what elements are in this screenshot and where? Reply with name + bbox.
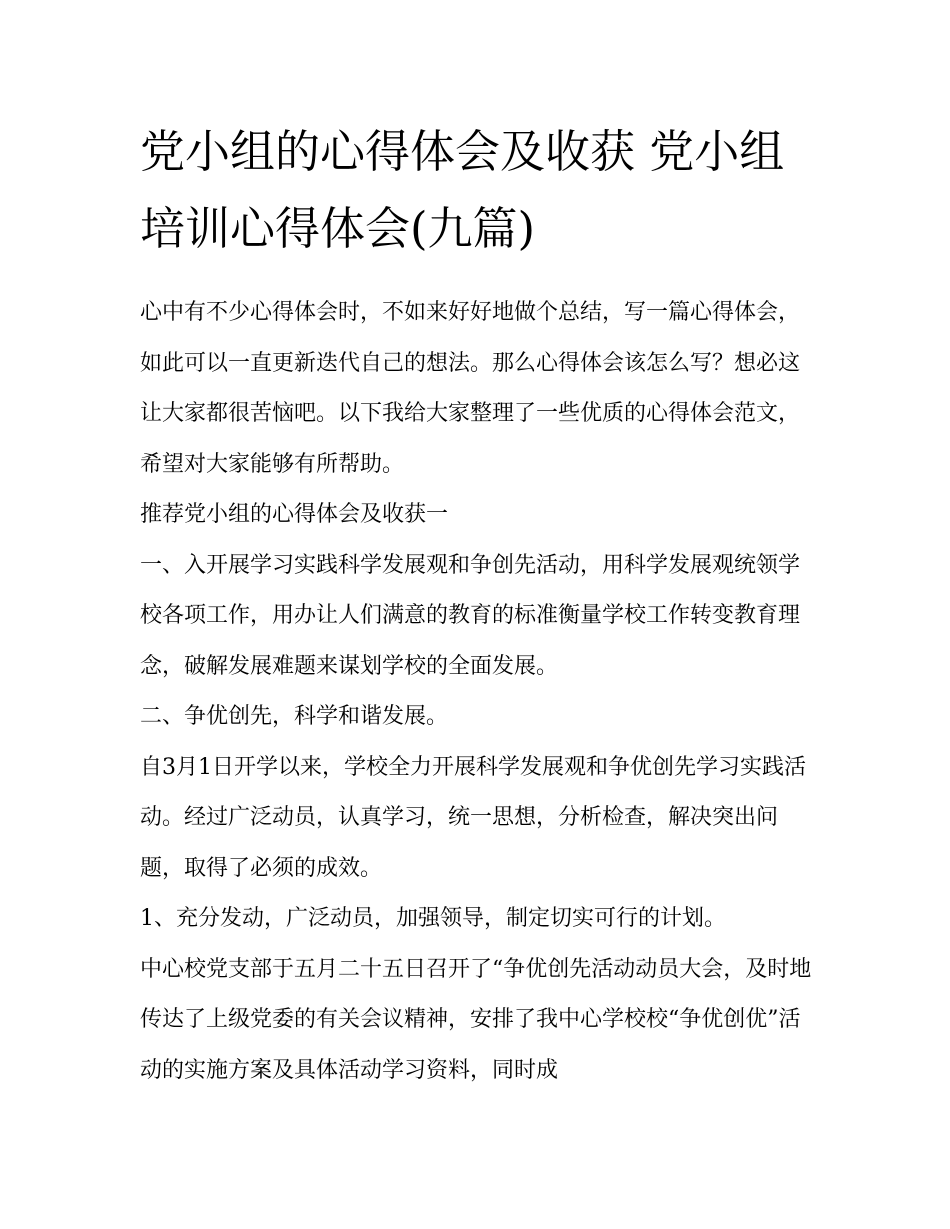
paragraph-progress: 自3月1日开学以来，学校全力开展科学发展观和争优创先学习实践活动。经过广泛动员，认真学习，统一思想，分析检查，解决突出问题，取得了必须的成效。 — [140, 754, 806, 881]
document-page — [140, 0, 820, 1096]
paragraph-item-one: 1、充分发动，广泛动员，加强领导，制定切实可行的计划。 — [140, 906, 726, 931]
paragraph-intro: 心中有不少心得体会时，不如来好好地做个总结，写一篇心得体会，如此可以一直更新迭代自己的想法。那么心得体会该怎么写？想必这让大家都很苦恼吧。以下我给大家整理了一些优质的心得体会范文，希望对大家能够有所帮助。 — [140, 300, 801, 477]
paragraph-section-heading: 推荐党小组的心得体会及收获一 — [140, 502, 449, 527]
document-title: 党小组的心得体会及收获 党小组培训心得体会(九篇) — [140, 125, 785, 255]
paragraph-point-one: 一、入开展学习实践科学发展观和争创先活动，用科学发展观统领学校各项工作，用办让人们满意的教育的标准衡量学校工作转变教育理念，破解发展难题来谋划学校的全面发展。 — [140, 552, 801, 679]
document-body — [140, 288, 820, 1096]
paragraph-point-two: 二、争优创先，科学和谐发展。 — [140, 704, 449, 729]
paragraph-meeting: 中心校党支部于五月二十五日召开了“争优创先活动动员大会，及时地传达了上级党委的有关会议精神，安排了我中心学校校“争优创优”活动的实施方案及具体活动学习资料，同时成 — [140, 956, 812, 1083]
